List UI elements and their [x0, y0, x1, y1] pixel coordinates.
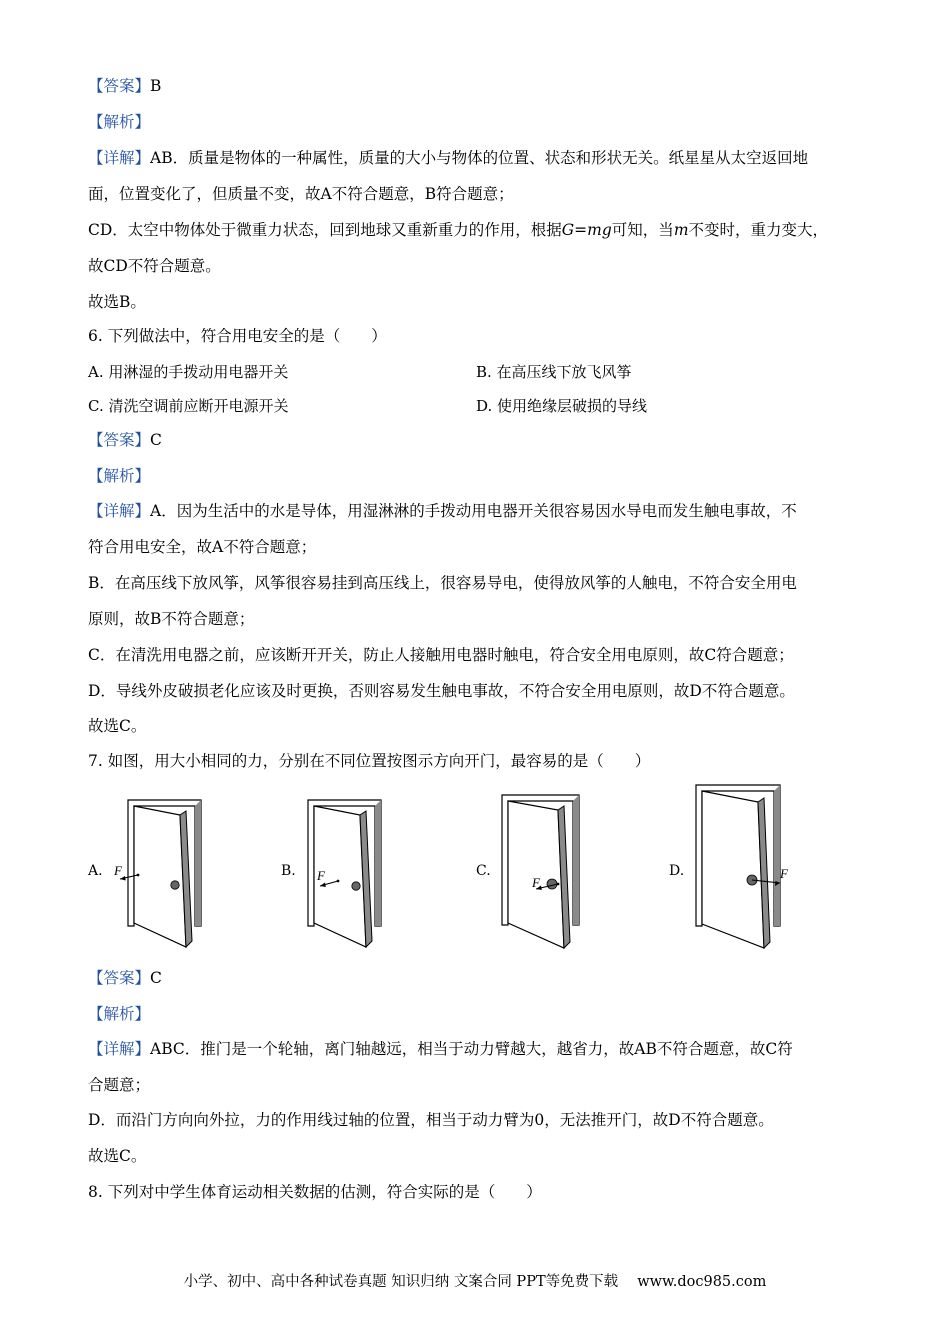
q7-detail-line-2: 合题意； [88, 1076, 151, 1094]
figure-label-b: B. [281, 863, 296, 879]
force-label: F [780, 866, 788, 881]
detail-text: 不变时，重力变大， [688, 221, 829, 239]
door-handle [547, 879, 557, 889]
detail-text: 可知，当 [611, 221, 674, 239]
q7-detail-line-1 [88, 1039, 793, 1059]
figure-label-d: D. [669, 863, 685, 879]
force-label: F [317, 868, 325, 883]
door-handle [171, 881, 179, 889]
door-figure-c [486, 790, 586, 955]
q6-detail-line-2: 符合用电安全，故A不符合题意； [88, 538, 317, 556]
q5-analysis-tag: 【解析】 [88, 113, 151, 131]
answer-value: C [150, 969, 162, 987]
answer-value: C [150, 431, 162, 449]
q7-stem: 7. 如图，用大小相同的力，分别在不同位置按图示方向开门，最容易的是（ ） [88, 752, 651, 770]
detail-text: AB．质量是物体的一种属性，质量的大小与物体的位置、状态和形状无关。纸星星从太空返回地 [150, 149, 809, 167]
detail-tag: 【详解】 [88, 502, 151, 520]
q7-analysis-tag: 【解析】 [88, 1005, 151, 1023]
door-leaf [134, 806, 186, 947]
variable: m [673, 221, 689, 239]
q6-option-c: C. 清洗空调前应断开电源开关 [88, 397, 289, 415]
q6-option-d: D. 使用绝缘层破损的导线 [476, 397, 648, 415]
detail-tag: 【详解】 [88, 1040, 151, 1058]
q5-answer [88, 76, 161, 96]
force-point [337, 880, 340, 883]
door-frame-shade [375, 800, 381, 926]
force-point [137, 874, 140, 877]
q6-detail-line-1 [88, 501, 797, 521]
q6-stem: 6. 下列做法中，符合用电安全的是（ ） [88, 327, 387, 345]
q6-detail-line-3: B．在高压线下放风筝，风筝很容易挂到高压线上，很容易导电，使得放风筝的人触电，不符合安全用电 [88, 574, 797, 592]
q5-detail-line-1 [88, 148, 808, 168]
q7-conclusion: 故选C。 [88, 1147, 147, 1165]
door-figure-a [110, 795, 210, 955]
door-leaf [702, 791, 764, 948]
q6-detail-line-4: 原则，故B不符合题意； [88, 610, 255, 628]
detail-text: CD．太空中物体处于微重力状态，回到地球又重新重力的作用，根据 [88, 221, 562, 239]
formula: G=mg [561, 221, 612, 239]
q5-detail-line-2: 面，位置变化了，但质量不变，故A不符合题意，B符合题意； [88, 185, 514, 203]
q6-detail-line-6: D．导线外皮破损老化应该及时更换，否则容易发生触电事故，不符合安全用电原则，故D不符合题意。 [88, 682, 795, 700]
door-handle [352, 882, 360, 890]
q6-option-a: A. 用淋湿的手拨动用电器开关 [88, 363, 289, 381]
q5-detail-line-3 [88, 220, 828, 240]
door-frame-shade [774, 785, 780, 926]
q8-stem: 8. 下列对中学生体育运动相关数据的估测，符合实际的是（ ） [88, 1183, 542, 1201]
q6-detail-line-5: C．在清洗用电器之前，应该断开开关，防止人接触用电器时触电，符合安全用电原则，故C符合题意； [88, 646, 794, 664]
q6-conclusion: 故选C。 [88, 717, 147, 735]
answer-tag: 【答案】 [88, 431, 151, 449]
q6-option-b: B. 在高压线下放飞风筝 [476, 363, 632, 381]
door-figure-b [290, 795, 390, 955]
door-frame-shade [195, 800, 201, 926]
detail-tag: 【详解】 [88, 149, 151, 167]
q7-answer [88, 968, 162, 988]
q6-answer [88, 430, 162, 450]
door-figure-d [680, 780, 790, 955]
force-label: F [532, 875, 540, 890]
q5-conclusion: 故选B。 [88, 293, 146, 311]
answer-tag: 【答案】 [88, 77, 151, 95]
answer-tag: 【答案】 [88, 969, 151, 987]
detail-text: ABC．推门是一个轮轴，离门轴越远，相当于动力臂越大，越省力，故AB不符合题意，故C符 [150, 1040, 793, 1058]
answer-value: B [150, 77, 162, 95]
force-point [557, 883, 560, 886]
figure-label-a: A. [88, 863, 103, 879]
door-frame-shade [573, 795, 579, 925]
q6-analysis-tag: 【解析】 [88, 467, 151, 485]
page-footer: 小学、初中、高中各种试卷真题 知识归纳 文案合同 PPT等免费下载 www.doc985.com [183, 1274, 767, 1290]
force-label: F [114, 863, 122, 878]
q5-detail-line-4: 故CD不符合题意。 [88, 257, 221, 275]
q7-detail-line-3: D．而沿门方向向外拉，力的作用线过轴的位置，相当于动力臂为0，无法推开门，故D不符合题意。 [88, 1111, 774, 1129]
figure-label-c: C. [476, 863, 491, 879]
detail-text: A．因为生活中的水是导体，用湿淋淋的手拨动用电器开关很容易因水导电而发生触电事故，不 [150, 502, 797, 520]
